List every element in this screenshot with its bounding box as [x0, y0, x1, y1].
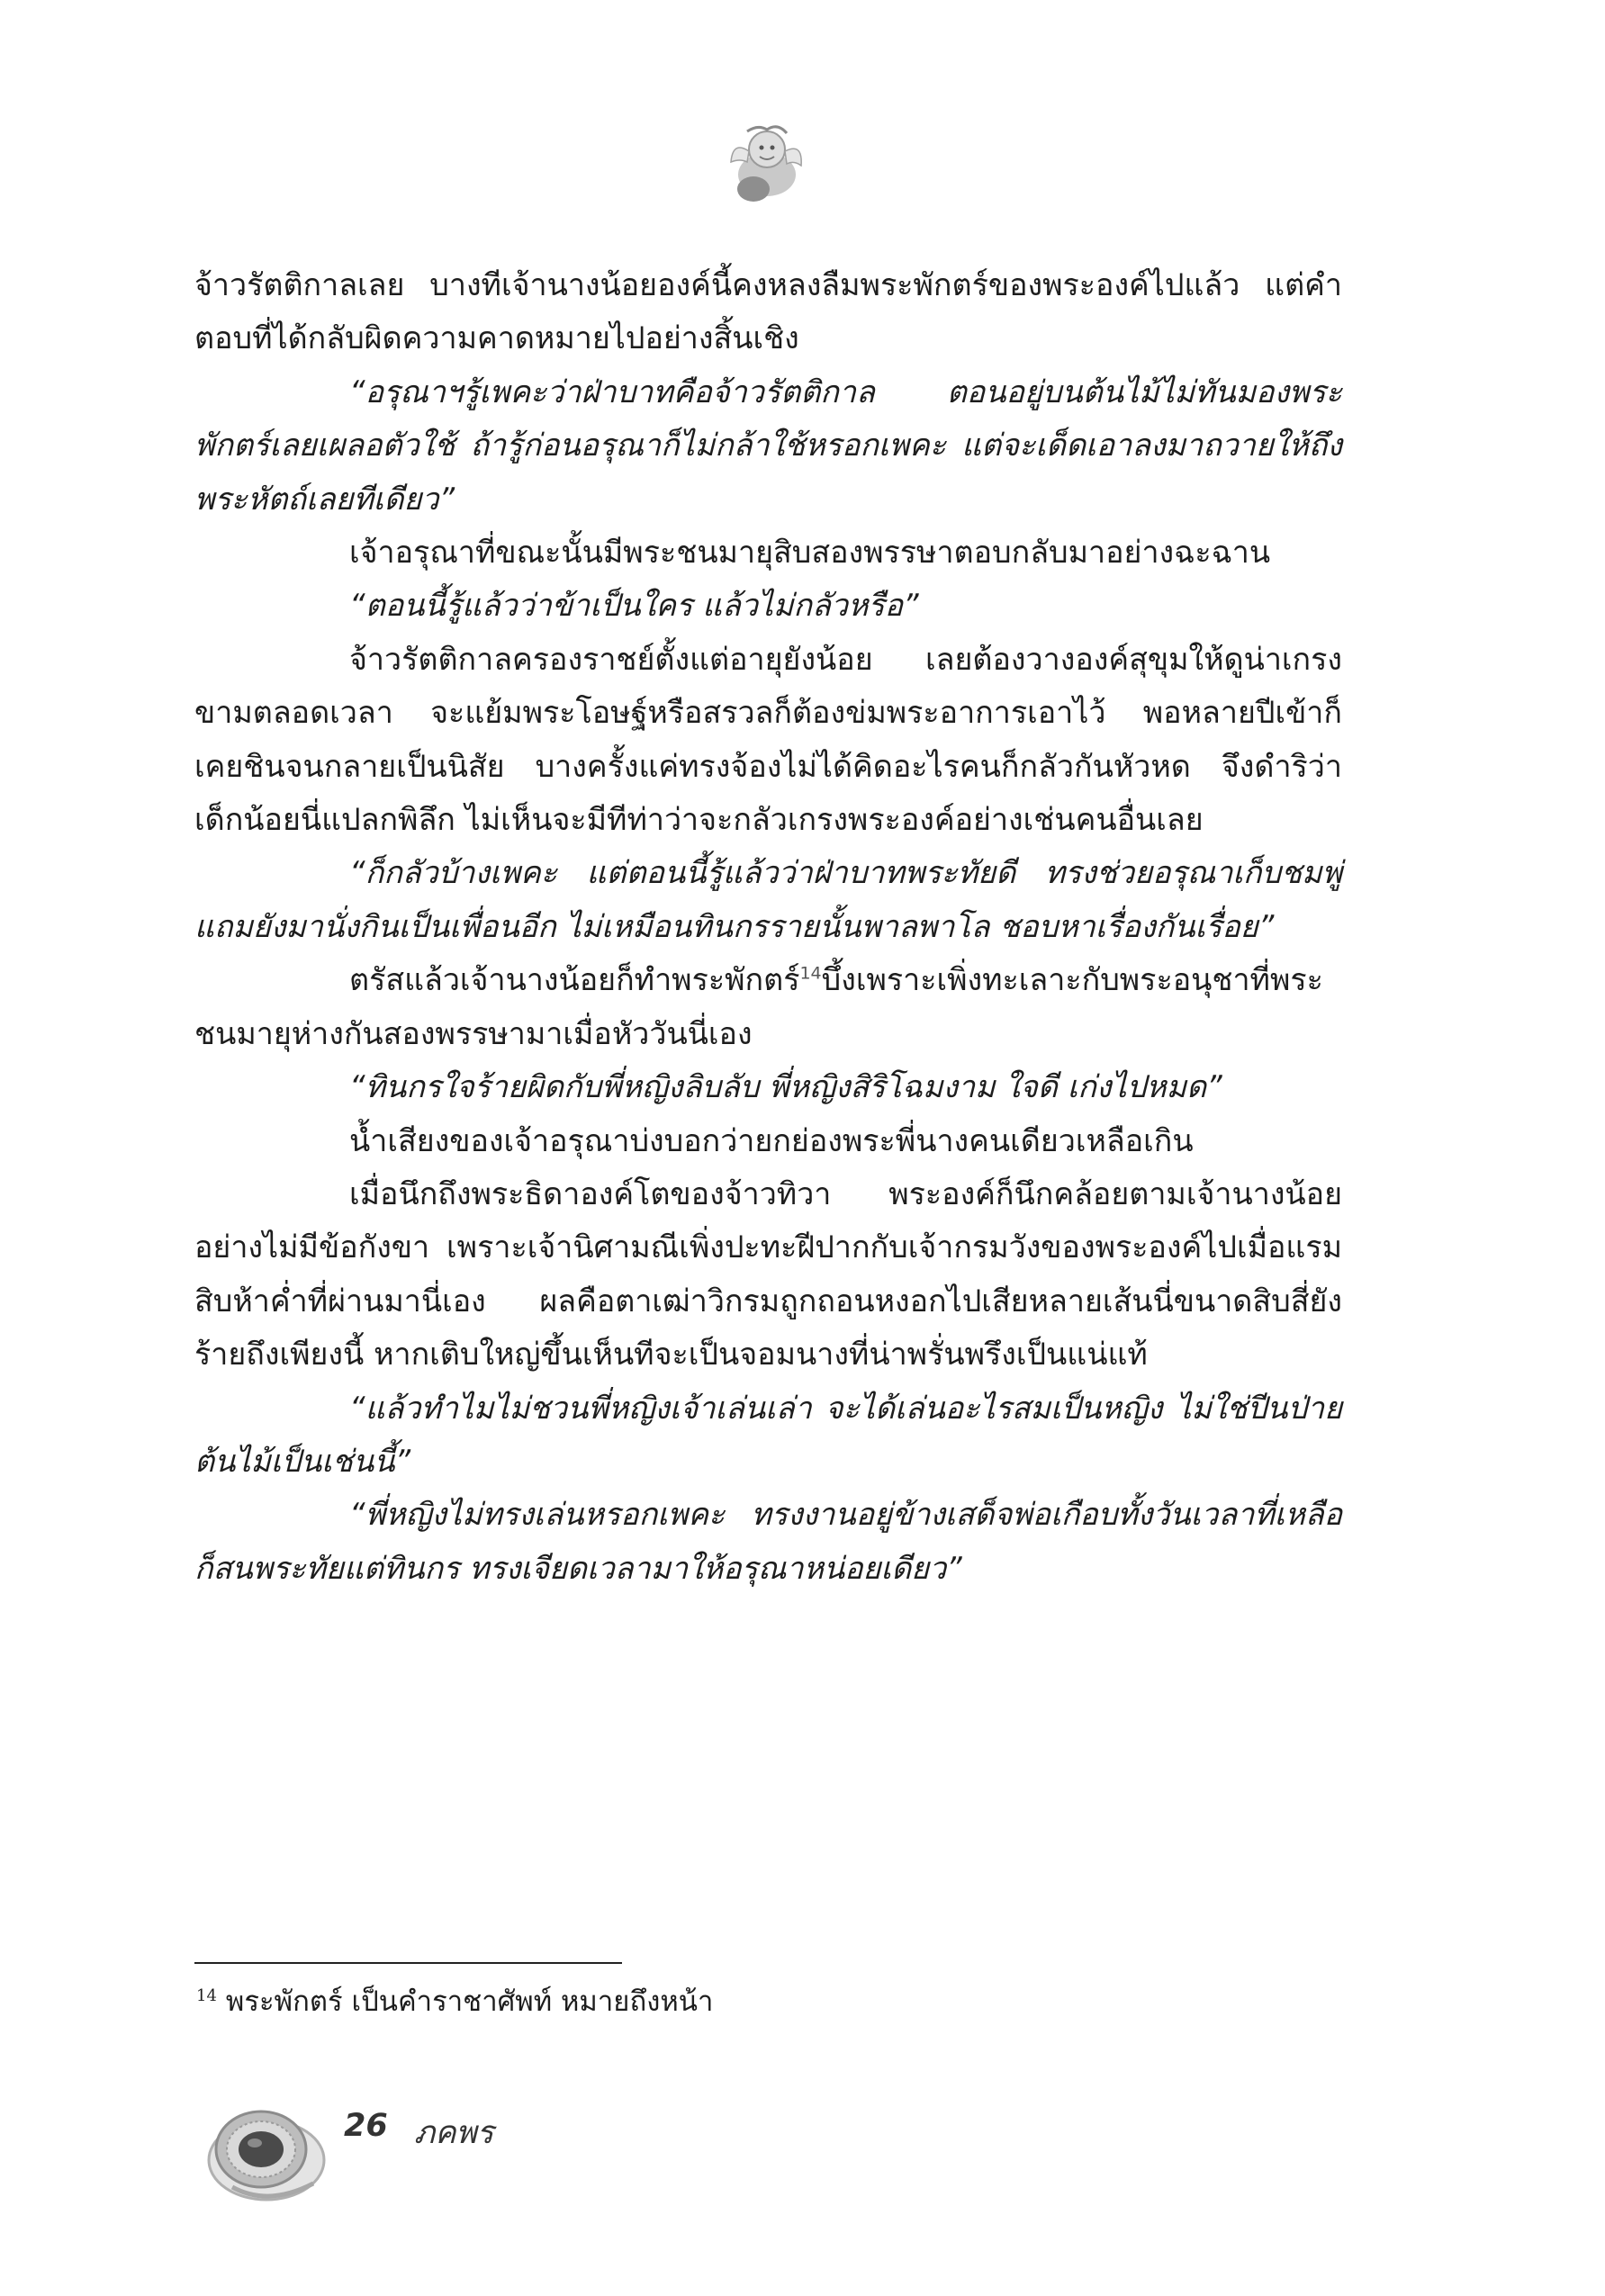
paragraph: เจ้าอรุณาที่ขณะนั้นมีพระชนมายุสิบสองพรรษาตอบกลับมาอย่างฉะฉาน	[349, 535, 1271, 572]
paragraph-text-before: ตรัสแล้วเจ้านางน้อยก็ทำพระพักตร์	[349, 962, 800, 999]
dialogue-paragraph: “อรุณาฯรู้เพคะว่าฝ่าบาทคือจ้าวรัตติกาล ตอนอยู่บนต้นไม้ไม่ทันมองพระพักตร์เลยเผลอตัวใช้ ถ้ารู้ก่อนอรุณาก็ไม่กล้าใช้หรอกเพคะ แต่จะเด็ดเอาลงมาถวายให้ถึงพระหัตถ์เลยทีเดียว”	[194, 374, 1342, 518]
dialogue-paragraph: “พี่หญิงไม่ทรงเล่นหรอกเพคะ ทรงงานอยู่ข้างเสด็จพ่อเกือบทั้งวันเวลาที่เหลือก็สนพระทัยแต่ทินกร ทรงเจียดเวลามาให้อรุณาหน่อยเดียว”	[194, 1497, 1342, 1587]
paragraph: น้ำเสียงของเจ้าอรุณาบ่งบอกว่ายกย่องพระพี่นางคนเดียวเหลือเกิน	[349, 1122, 1194, 1159]
dialogue-paragraph: “ตอนนี้รู้แล้วว่าข้าเป็นใคร แล้วไม่กลัวหรือ”	[349, 588, 919, 625]
dialogue-paragraph: “ทินกรใจร้ายผิดกับพี่หญิงลิบลับ พี่หญิงสิริโฉมงาม ใจดี เก่งไปหมด”	[349, 1069, 1222, 1106]
paragraph: จ้าวรัตติกาลครองราชย์ตั้งแต่อายุยังน้อย เลยต้องวางองค์สุขุมให้ดูน่าเกรงขามตลอดเวลา จะแย้มพระโอษฐ์หรือสรวลก็ต้องข่มพระอาการเอาไว้ พอหลายปีเข้าก็เคยชินจนกลายเป็นนิสัย บางครั้งแค่ทรงจ้องไม่ได้คิดอะไรคนก็กลัวกันหัวหด จึงดำริว่าเด็กน้อยนี่แปลกพิลึก ไม่เห็นจะมีทีท่าว่าจะกลัวเกรงพระองค์อย่างเช่นคนอื่นเลย	[194, 641, 1342, 839]
footnote-divider	[194, 1962, 622, 1964]
paragraph: จ้าวรัตติกาลเลย บางทีเจ้านางน้อยองค์นี้คงหลงลืมพระพักตร์ของพระองค์ไปแล้ว แต่คำตอบที่ได้กลับผิดความคาดหมายไปอย่างสิ้นเชิง	[194, 267, 1342, 357]
paragraph: เมื่อนึกถึงพระธิดาองค์โตของจ้าวทิวา พระองค์ก็นึกคล้อยตามเจ้านางน้อยอย่างไม่มีข้อกังขา เพราะเจ้านิศามณีเพิ่งปะทะฝีปากกับเจ้ากรมวังของพระองค์ไปเมื่อแรมสิบห้าค่ำที่ผ่านมานี่เอง ผลคือตาเฒ่าวิกรมถูกถอนหงอกไปเสียหลายเส้นนี่ขนาดสิบสี่ยังร้ายถึงเพียงนี้ หากเติบใหญ่ขึ้นเห็นทีจะเป็นจอมนางที่น่าพรั่นพรึงเป็นแน่แท้	[194, 1175, 1342, 1373]
dialogue-paragraph: “ก็กลัวบ้างเพคะ แต่ตอนนี้รู้แล้วว่าฝ่าบาทพระทัยดี ทรงช่วยอรุณาเก็บชมพู่แถมยังมานั่งกินเป็นเพื่อนอีก ไม่เหมือนทินกรรายนั้นพาลพาโล ชอบหาเรื่องกันเรื่อย”	[194, 855, 1342, 945]
footnote-number: 14	[196, 1985, 217, 2005]
paragraph-text-after: บึ้งเพราะเพิ่งทะเลาะกับพระอนุชาที่พระชนมายุห่างกันสองพรรษามาเมื่อหัววันนี่เอง	[194, 962, 1323, 1052]
page-number: 26	[344, 2108, 388, 2144]
cherub-ornament-icon	[713, 115, 812, 214]
book-title: ภคพร	[414, 2115, 494, 2151]
footnote	[196, 1980, 1276, 2023]
paragraph-with-footnote	[194, 954, 1342, 1061]
footnote-text: พระพักตร์ เป็นคำราชาศัพท์ หมายถึงหน้า	[225, 1985, 714, 2018]
footnote-reference[interactable]: 14	[799, 963, 822, 984]
ring-icon	[196, 2086, 331, 2210]
dialogue-paragraph: “แล้วทำไมไม่ชวนพี่หญิงเจ้าเล่นเล่า จะได้เล่นอะไรสมเป็นหญิง ไม่ใช่ปีนป่ายต้นไม้เป็นเช่นนี้”	[194, 1390, 1342, 1480]
main-text-column	[194, 259, 1342, 1596]
